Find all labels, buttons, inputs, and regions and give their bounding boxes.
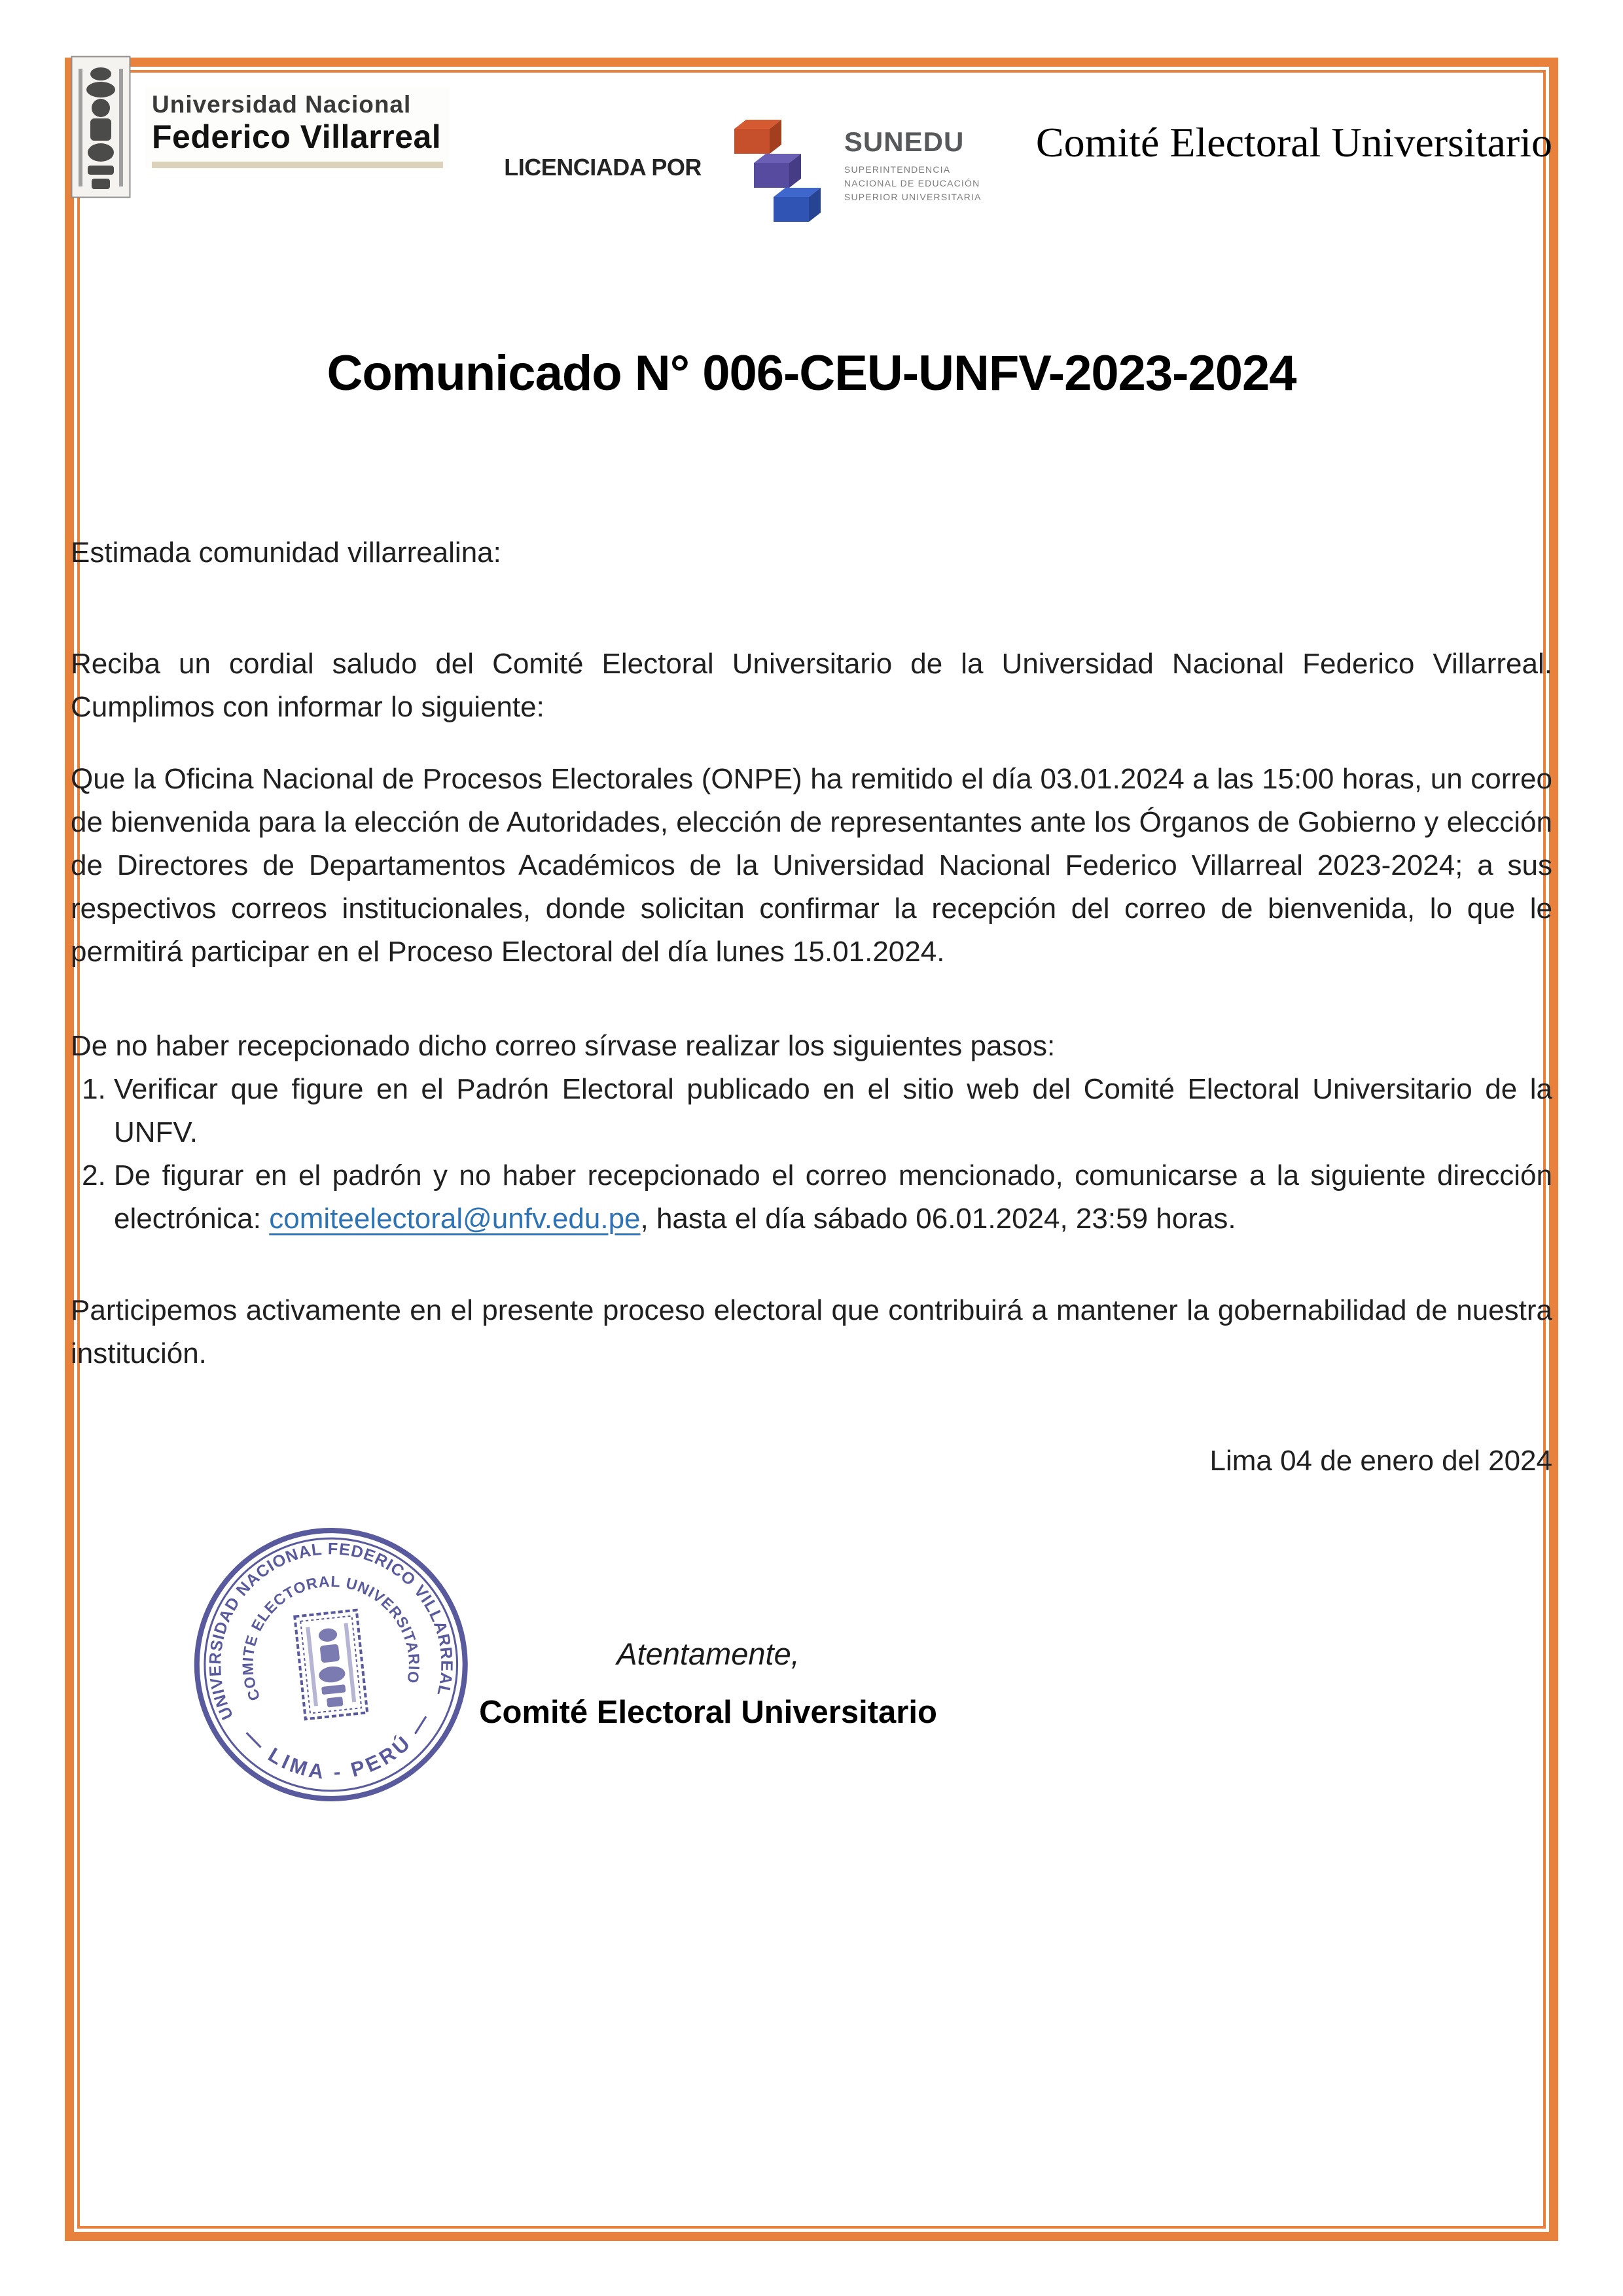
committee-seal-stamp [179, 1512, 484, 1820]
university-name-line1: Universidad Nacional [152, 91, 412, 118]
logo-underline-rule [152, 162, 443, 168]
step-2-text-after: , hasta el día sábado 06.01.2024, 23:59 horas. [640, 1203, 1236, 1235]
sunedu-subtitle-line1: SUPERINTENDENCIA [844, 164, 951, 175]
page-title: Comunicado N° 006-CEU-UNFV-2023-2024 [327, 345, 1296, 401]
document-header [71, 56, 1552, 228]
signature-block [71, 1526, 1552, 1807]
steps-intro: De no haber recepcionado dicho correo sírvase realizar los siguientes pasos: [71, 1030, 1056, 1062]
signature-text-block [473, 1636, 944, 1731]
greeting-paragraph: Reciba un cordial saludo del Comité Electoral Universitario de la Universidad Nacional Federico Villarreal. Cumplimos con informar lo siguiente: [71, 648, 1552, 723]
salutation: Estimada comunidad villarrealina: [71, 537, 501, 569]
email-link[interactable]: comiteelectoral@unfv.edu.pe [269, 1203, 641, 1235]
seal-outer-text: UNIVERSIDAD NACIONAL FEDERICO VILLARREAL [205, 1540, 456, 1723]
university-logo-text [145, 87, 450, 168]
steps-list [71, 1068, 1552, 1241]
sunedu-subtitle-line3: SUPERIOR UNIVERSITARIA [844, 192, 982, 202]
sunedu-name: SUNEDU [844, 126, 965, 157]
step-1-text: Verificar que figure en el Padrón Electoral publicado en el sitio web del Comité Electoral Universitario de la UNFV. [114, 1073, 1552, 1148]
university-logo [71, 56, 450, 198]
university-name-line2: Federico Villarreal [152, 118, 442, 155]
step-item-1 [114, 1068, 1552, 1154]
sunedu-subtitle [844, 163, 982, 204]
date-line: Lima 04 de enero del 2024 [1209, 1445, 1552, 1477]
sunedu-license-logo [504, 116, 981, 228]
step-2-text-before: De figurar en el padrón y no haber recepcionado el correo mencionado, comunicarse a la siguiente dirección electrónica: [114, 1159, 1552, 1235]
sunedu-wordmark [844, 126, 982, 204]
closing-word: Atentamente, [616, 1636, 800, 1671]
closing-paragraph: Participemos activamente en el presente proceso electoral que contribuirá a mantener la gobernabilidad de nuestra institución. [71, 1294, 1552, 1369]
university-crest-icon [71, 56, 131, 198]
sunedu-subtitle-line2: NACIONAL DE EDUCACIÓN [844, 178, 980, 188]
seal-bottom-text: — LIMA - PERÚ — [239, 1706, 437, 1784]
step-item-2 [114, 1154, 1552, 1241]
seal-inner-text: COMITE ELECTORAL UNIVERSITARIO [239, 1572, 423, 1703]
svg-text:— LIMA - PERÚ — [238, 1705, 442, 1793]
sunedu-cubes-icon [713, 116, 838, 228]
signature-name: Comité Electoral Universitario [479, 1695, 937, 1730]
licensed-by-label: LICENCIADA POR [504, 154, 702, 181]
main-paragraph: Que la Oficina Nacional de Procesos Electorales (ONPE) ha remitido el día 03.01.2024 a las 15:00 horas, un correo de bienvenida para la elección de Autoridades, elección de representantes ante los Órganos de Gobierno y elección de Directores de Departamentos Académicos de la Universidad Nacional Federico Villarreal 2023-2024; a sus respectivos correos institucionales, donde solicitan confirmar la recepción del correo de bienvenida, lo que le permitirá participar en el Proceso Electoral del día lunes 15.01.2024. [71, 763, 1552, 968]
committee-header-title: Comité Electoral Universitario [1035, 119, 1552, 166]
